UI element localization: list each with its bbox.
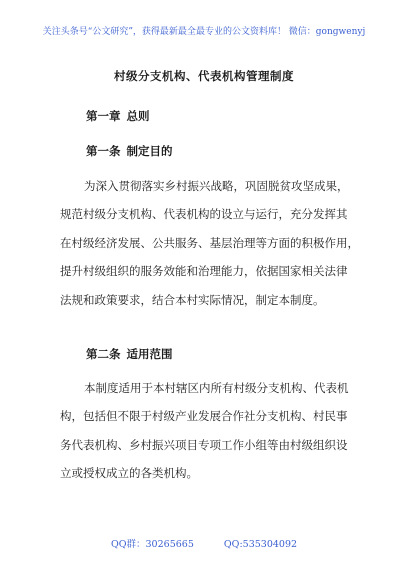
paragraph-line: 构，包括但不限于村级产业发展合作社分支机构、村民事 <box>60 409 348 424</box>
chapter-heading <box>86 108 150 124</box>
chapter-number: 第一章 <box>86 109 121 123</box>
article-1-name: 制定目的 <box>126 144 173 158</box>
paragraph-line: 本制度适用于本村辖区内所有村级分支机构、代表机 <box>84 381 349 395</box>
paragraph-line: 法规和政策要求，结合本村实际情况，制定本制度。 <box>60 292 325 307</box>
paragraph-line: 为深入贯彻落实乡村振兴战略，巩固脱贫攻坚成果， <box>84 179 349 193</box>
paragraph-line: 立或授权成立的各类机构。 <box>60 466 198 481</box>
article-1-heading <box>86 143 173 159</box>
footer-qq-number: QQ:535304092 <box>223 539 298 550</box>
paragraph-line: 规范村级分支机构、代表机构的设立与运行，充分发挥其 <box>60 207 348 222</box>
header-note: 关注头条号“公文研究”，获得最新最全最专业的公文资料库！ 微信：gongwenyj <box>42 27 366 37</box>
chapter-name: 总则 <box>126 109 150 123</box>
footer-qq-group: QQ群：30265665 <box>110 539 194 550</box>
article-2-number: 第二条 <box>86 347 121 361</box>
article-2-paragraph <box>60 374 356 488</box>
paragraph-line: 在村级经济发展、公共服务、基层治理等方面的积极作用， <box>60 235 359 250</box>
article-1-number: 第一条 <box>86 144 121 158</box>
document-title: 村级分支机构、代表机构管理制度 <box>114 69 294 83</box>
article-2-name: 适用范围 <box>126 347 173 361</box>
footer-contact <box>0 536 408 550</box>
article-1-paragraph <box>60 172 359 314</box>
paragraph-line: 提升村级组织的服务效能和治理能力，依据国家相关法律 <box>60 264 348 279</box>
article-2-heading <box>86 346 173 362</box>
paragraph-line: 务代表机构、乡村振兴项目专项工作小组等由村级组织设 <box>60 437 348 452</box>
